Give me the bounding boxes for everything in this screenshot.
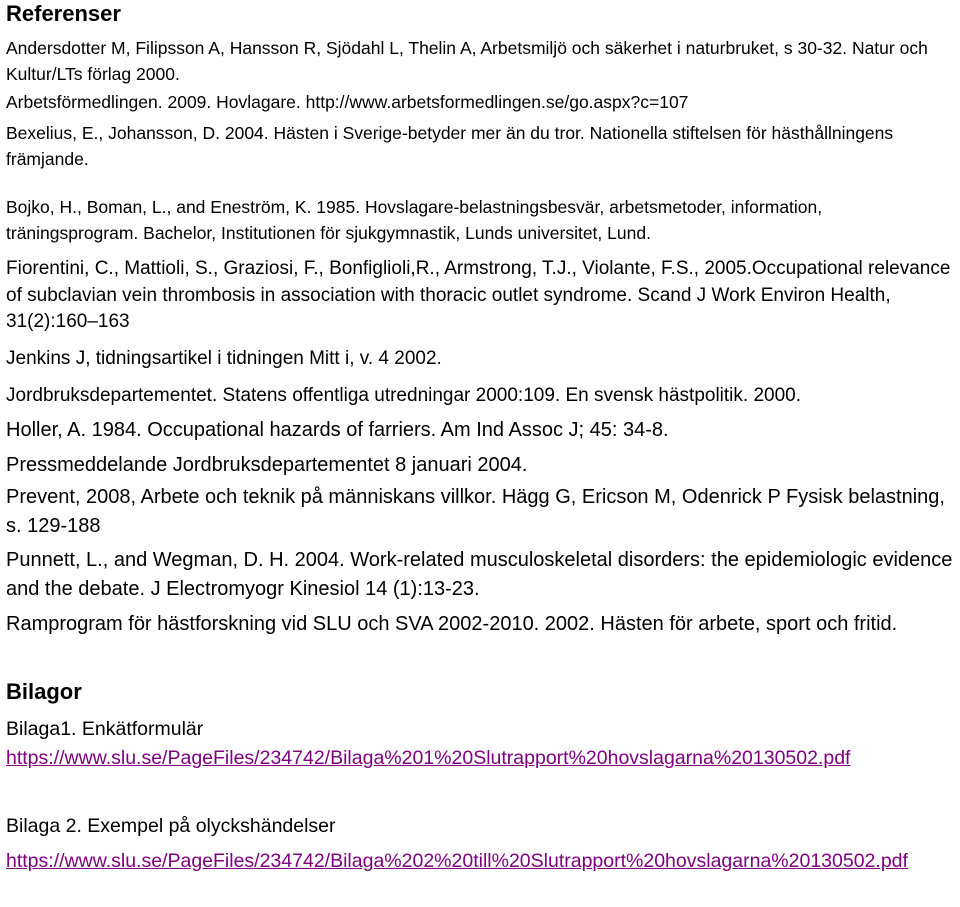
attachments-heading: Bilagor [6,679,82,704]
reference-item: Jenkins J, tidningsartikel i tidningen Mitt i, v. 4 2002. [6,348,442,369]
reference-item: Bexelius, E., Johansson, D. 2004. Hästen i Sverige-betyder mer än du tror. Nationella stiftelsen för hästhållningens främjande. [6,123,894,169]
reference-item: Bojko, H., Boman, L., and Eneström, K. 1985. Hovslagare-belastningsbesvär, arbetsmetoder, information, träningsprogram. Bachelor, Institutionen för sjukgymnastik, Lunds universitet, Lund. [6,197,823,243]
attachment-link[interactable]: https://www.slu.se/PageFiles/234742/Bilaga%202%20till%20Slutrapport%20hovslagarna%20130502.pdf [6,850,908,872]
attachment-link[interactable]: https://www.slu.se/PageFiles/234742/Bilaga%201%20Slutrapport%20hovslagarna%20130502.pdf [6,747,851,769]
reference-item: Fiorentini, C., Mattioli, S., Graziosi, F., Bonfiglioli,R., Armstrong, T.J., Violante, F.S., 2005.Occupational relevance of subclavian vein thrombosis in association with thoracic outlet syndrome. Scand J Work Environ Health, 31(2):160–163 [6,258,951,332]
reference-item: Andersdotter M, Filipsson A, Hansson R, Sjödahl L, Thelin A, Arbetsmiljö och säkerhet i naturbruket, s 30-32. Natur och Kultur/LTs förlag 2000. [6,38,928,84]
references-heading: Referenser [6,1,121,26]
reference-item: Prevent, 2008, Arbete och teknik på människans villkor. Hägg G, Ericson M, Odenrick P Fysisk belastning, s. 129-188 [6,486,945,537]
reference-item: Punnett, L., and Wegman, D. H. 2004. Work-related musculoskeletal disorders: the epidemiologic evidence and the debate. J Electromyogr Kinesiol 14 (1):13-23. [6,549,953,600]
attachment-label: Bilaga 2. Exempel på olyckshändelser [6,815,336,837]
reference-item: Pressmeddelande Jordbruksdepartementet 8 januari 2004. [6,454,528,476]
attachment-label: Bilaga1. Enkätformulär [6,718,204,740]
reference-item: Arbetsförmedlingen. 2009. Hovlagare. http://www.arbetsformedlingen.se/go.aspx?c=107 [6,92,689,112]
reference-item: Jordbruksdepartementet. Statens offentliga utredningar 2000:109. En svensk hästpolitik. 2000. [6,385,801,406]
reference-item: Holler, A. 1984. Occupational hazards of farriers. Am Ind Assoc J; 45: 34-8. [6,419,669,441]
reference-item: Ramprogram för hästforskning vid SLU och SVA 2002-2010. 2002. Hästen för arbete, sport och fritid. [6,613,898,635]
